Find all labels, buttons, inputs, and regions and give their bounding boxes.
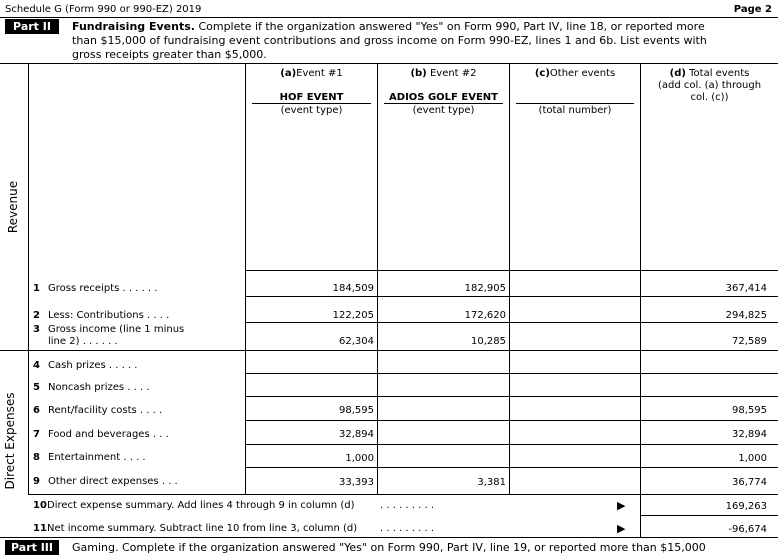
row11-bottom-rule <box>0 537 778 538</box>
row3-bottom-rule <box>0 350 778 351</box>
row7-bottom-rule <box>245 444 778 445</box>
line-6-label <box>33 405 162 416</box>
row1-top-rule <box>245 270 778 271</box>
line-8-col-a: 1,000 <box>345 453 374 464</box>
col-c-prefix: (c) <box>534 68 550 79</box>
line-8-label <box>33 452 146 463</box>
line-2-dots: . . . . <box>147 310 170 321</box>
header-rule <box>0 17 778 18</box>
line-1-number: 1 <box>33 283 40 294</box>
form-reference: Schedule G (Form 990 or 990-EZ) 2019 <box>5 4 202 15</box>
part-ii-intro-line1 <box>72 20 705 33</box>
col-c-underline <box>516 103 634 104</box>
col-a-event-type: (event type) <box>280 105 343 116</box>
col-d-prefix: (d) <box>669 68 686 79</box>
col-b-event-name: ADIOS GOLF EVENT <box>389 92 498 103</box>
col-b-event-type: (event type) <box>412 105 475 116</box>
line-7-number: 7 <box>33 429 40 440</box>
line-10-number: 10 <box>33 500 47 511</box>
line-4-number: 4 <box>33 360 40 371</box>
line-9-label <box>33 476 178 487</box>
line-3-col-a: 62,304 <box>339 336 374 347</box>
line-11-col-d: -96,674 <box>728 524 767 535</box>
line-3-number: 3 <box>33 324 40 335</box>
line-2-label <box>33 310 169 321</box>
table-top-rule <box>0 63 778 64</box>
line-6-text: Rent/facility costs <box>48 405 137 416</box>
col-a-label: Event #1 <box>296 68 343 79</box>
line-9-number: 9 <box>33 476 40 487</box>
col-d-header-line2: (add col. (a) through <box>657 80 762 91</box>
line-3-label-cont <box>48 336 118 347</box>
line-5-text: Noncash prizes <box>48 382 125 393</box>
line-6-col-d: 98,595 <box>732 405 767 416</box>
line-4-dots: . . . . . <box>108 360 138 371</box>
col-d-header-line3: col. (c)) <box>690 92 729 103</box>
line-3-col-d: 72,589 <box>732 336 767 347</box>
part-ii-intro-text1: Complete if the organization answered "Yes" on Form 990, Part IV, line 18, or reported more <box>198 20 705 33</box>
line-6-dots: . . . . <box>139 405 163 416</box>
line-7-col-d: 32,894 <box>732 429 767 440</box>
line-4-label <box>33 360 137 371</box>
revenue-section-divider <box>28 63 29 351</box>
line-3-col-b: 10,285 <box>471 336 506 347</box>
row1-bottom-rule <box>245 296 778 297</box>
col-b-event-underline <box>384 103 503 104</box>
line-11-arrow-icon: ▶ <box>617 522 626 535</box>
col-d-left-rule <box>640 63 641 537</box>
part-ii-title: Fundraising Events. <box>72 20 195 33</box>
revenue-section-label: Revenue <box>6 180 20 234</box>
line-9-col-b: 3,381 <box>477 477 506 488</box>
line-3-dots: . . . . . . <box>82 336 118 347</box>
line-2-number: 2 <box>33 310 40 321</box>
col-a-event-underline <box>252 103 371 104</box>
part-ii-tag: Part II <box>5 19 59 34</box>
direct-expenses-section-label: Direct Expenses <box>3 392 17 490</box>
line-2-col-b: 172,620 <box>464 310 506 321</box>
line-9-col-a: 33,393 <box>339 477 374 488</box>
col-b-header <box>378 68 509 80</box>
line-1-label <box>33 283 157 294</box>
col-b-label: Event #2 <box>429 68 477 79</box>
col-a-event-name: HOF EVENT <box>279 92 344 103</box>
col-b-left-rule <box>377 63 378 494</box>
line-7-label <box>33 429 169 440</box>
line-1-dots: . . . . . . <box>122 283 158 294</box>
line-5-number: 5 <box>33 382 40 393</box>
line-3-text-cont: line 2) <box>48 336 80 347</box>
line-5-label <box>33 382 150 393</box>
line-8-dots: . . . . <box>123 452 146 463</box>
col-c-total-number: (total number) <box>538 105 612 116</box>
line-11-number: 11 <box>33 523 47 534</box>
line-7-col-a: 32,894 <box>339 429 374 440</box>
line-10-col-d: 169,263 <box>725 501 767 512</box>
col-d-label: Total events <box>689 68 750 79</box>
col-c-left-rule <box>509 63 510 494</box>
row4-bottom-rule <box>245 373 778 374</box>
line-1-col-b: 182,905 <box>464 283 506 294</box>
col-c-label: Other events <box>549 68 616 79</box>
col-a-prefix: (a) <box>280 68 297 79</box>
col-c-header <box>510 68 640 80</box>
page-number: Page 2 <box>733 4 772 15</box>
line-2-col-d: 294,825 <box>725 310 767 321</box>
col-a-header <box>246 68 377 80</box>
line-9-dots: . . . <box>161 476 178 487</box>
line-9-col-d: 36,774 <box>732 477 767 488</box>
col-d-header <box>641 68 778 80</box>
col-b-prefix: (b) <box>410 68 427 79</box>
line-9-text: Other direct expenses <box>48 476 159 487</box>
line-11-text: Net income summary. Subtract line 10 from line 3, column (d) <box>47 523 358 534</box>
line-8-col-d: 1,000 <box>738 453 767 464</box>
row6-bottom-rule <box>245 420 778 421</box>
row8-bottom-rule <box>245 467 778 468</box>
part-ii-intro-line2: than $15,000 of fundraising event contributions and gross income on Form 990-EZ, lines 1 and 6b. List events with <box>72 34 707 47</box>
line-2-col-a: 122,205 <box>332 310 374 321</box>
line-5-dots: . . . . <box>127 382 150 393</box>
row9-bottom-rule <box>28 494 778 495</box>
line-4-text: Cash prizes <box>48 360 106 371</box>
line-6-number: 6 <box>33 405 40 416</box>
line-8-text: Entertainment <box>48 452 121 463</box>
line-1-text: Gross receipts <box>48 283 120 294</box>
row2-bottom-rule <box>245 322 778 323</box>
line-1-col-d: 367,414 <box>725 283 767 294</box>
part-iii-tag: Part III <box>5 540 59 555</box>
line-10-text: Direct expense summary. Add lines 4 through 9 in column (d) <box>47 500 355 511</box>
expense-section-divider <box>28 351 29 494</box>
part-ii-intro-line3: gross receipts greater than $5,000. <box>72 48 267 61</box>
line-1-col-a: 184,509 <box>332 283 374 294</box>
line-3-label <box>33 324 184 335</box>
line-10-arrow-icon: ▶ <box>617 499 626 512</box>
line-8-number: 8 <box>33 452 40 463</box>
line-2-text: Less: Contributions <box>48 310 144 321</box>
line-7-text: Food and beverages <box>48 429 150 440</box>
row5-bottom-rule <box>245 396 778 397</box>
part-iii-intro: Gaming. Complete if the organization answered "Yes" on Form 990, Part IV, line 19, or reported more than $15,000 <box>72 541 706 554</box>
line-11-label <box>33 523 357 534</box>
line-10-label <box>33 500 354 511</box>
line-6-col-a: 98,595 <box>339 405 374 416</box>
line-7-dots: . . . <box>152 429 169 440</box>
line-3-text: Gross income (line 1 minus <box>48 324 185 335</box>
line-11-dots: . . . . . . . . . <box>380 523 435 534</box>
row10-bottom-rule <box>640 515 778 516</box>
line-10-dots: . . . . . . . . . <box>380 500 435 511</box>
